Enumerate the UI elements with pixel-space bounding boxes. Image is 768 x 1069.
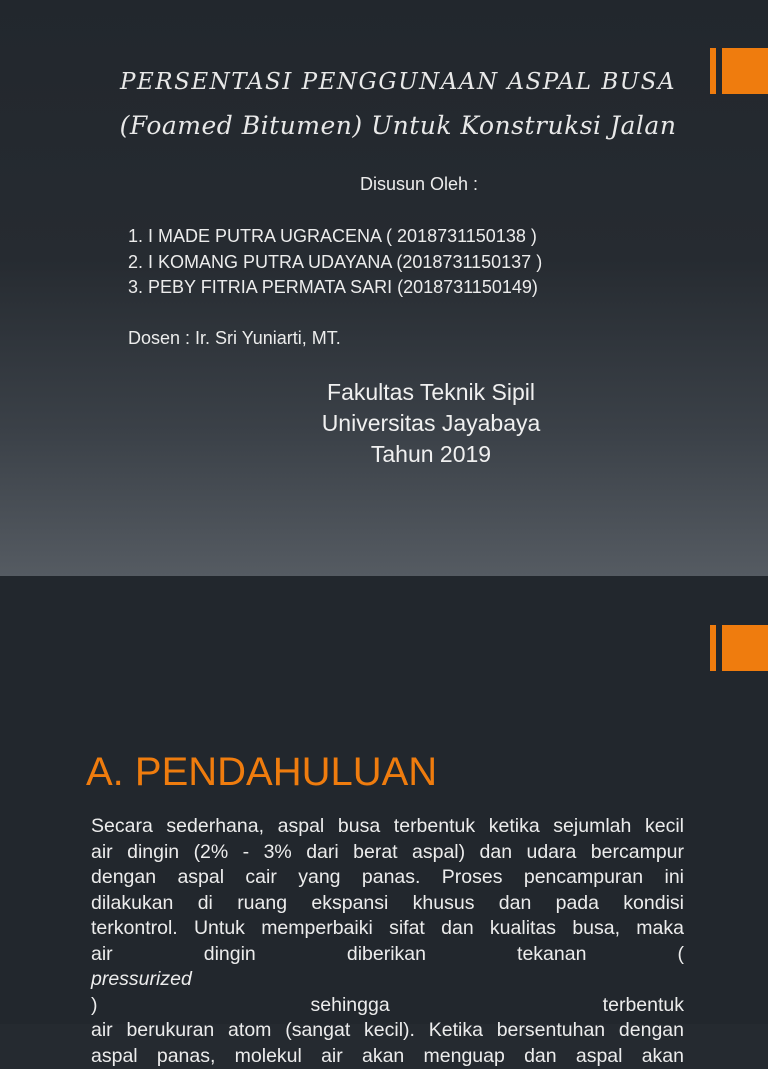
paragraph-line: aspal panas, molekul air akan menguap dan aspal akan [91,1044,684,1069]
accent-bar-thin [710,625,716,671]
accent-bar-thick [722,625,768,671]
paragraph-line: dilakukan di ruang ekspansi khusus dan pada kondisi [91,891,684,917]
faculty-text: Fakultas Teknik Sipil [300,379,562,406]
italic-term: pressurized [91,968,192,990]
title-italic-term: Foamed Bitumen [130,111,353,140]
lecturer-text: Dosen : Ir. Sri Yuniarti, MT. [128,328,341,349]
title-line-2 [60,104,736,148]
line-part: air dingin diberikan tekanan ( [91,942,684,968]
paragraph-line: air berukuran atom (sangat kecil). Ketika bersentuhan dengan [91,1018,684,1044]
member-item: 2. I KOMANG PUTRA UDAYANA (2018731150137 ) [128,252,542,273]
paragraph-line: dengan aspal cair yang panas. Proses pencampuran ini [91,865,684,891]
paragraph-line: terkontrol. Untuk memperbaiki sifat dan kualitas busa, maka [91,916,684,942]
university-text: Universitas Jayabaya [300,410,562,437]
accent-bars [710,625,768,671]
title-paren-close: ) [352,111,362,140]
paragraph-line: Secara sederhana, aspal busa terbentuk ketika sejumlah kecil [91,814,684,840]
title-line-2-rest: Untuk Konstruksi Jalan [363,111,677,140]
intro-paragraph [91,814,684,1069]
member-item: 1. I MADE PUTRA UGRACENA ( 2018731150138 ) [128,226,537,247]
year-text: Tahun 2019 [300,441,562,468]
line-part: ) sehingga terbentuk [91,993,684,1019]
introduction-slide [0,576,768,1024]
title-paren-open: ( [120,111,130,140]
paragraph-line: air dingin (2% - 3% dari berat aspal) dan udara bercampur [91,840,684,866]
section-heading: A. PENDAHULUAN [86,750,437,795]
presentation-title [60,60,736,148]
prepared-by-label: Disusun Oleh : [360,174,478,195]
member-item: 3. PEBY FITRIA PERMATA SARI (2018731150149) [128,277,538,298]
paragraph-line [91,942,684,1019]
title-line-1: PERSENTASI PENGGUNAAN ASPAL BUSA [60,60,736,104]
